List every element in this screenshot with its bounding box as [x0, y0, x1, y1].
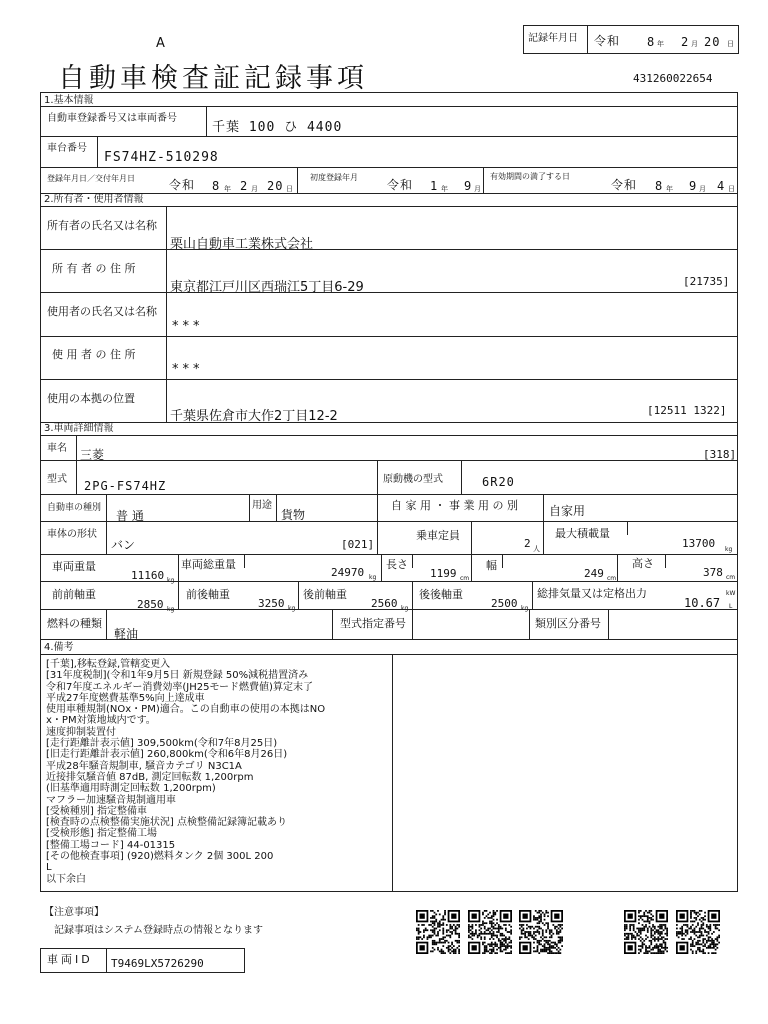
notes-heading: 【注意事項】 [44, 907, 104, 918]
record-date-day: 20 [704, 35, 721, 49]
kind-value: 普 通 [116, 509, 144, 523]
remark-line: 以下余白 [46, 873, 86, 885]
remark-line: [受検形態] 指定整備工場 [46, 828, 157, 840]
length-label: 長さ [386, 558, 408, 571]
chassis-label: 車台番号 [47, 143, 87, 154]
chassis-value: FS74HZ-510298 [104, 150, 219, 165]
rr-axle-label: 後後軸重 [419, 588, 463, 601]
reg-number-value: 千葉 100 ひ 4400 [212, 120, 343, 135]
remark-line: [旧走行距離計表示値] 260,800km(令和6年8月26日) [46, 749, 288, 761]
ff-axle-value: 2850 [137, 598, 164, 611]
fuel-label: 燃料の種類 [47, 617, 102, 630]
model-value: 2PG-FS74HZ [84, 479, 167, 493]
purpose-value: 自家用 [549, 504, 586, 518]
length-value: 1199 [430, 567, 457, 580]
maker-label: 車名 [47, 443, 67, 454]
vehicle-weight-value: 11160 [131, 569, 165, 582]
maker-code: [318] [703, 448, 737, 461]
rf-axle-label: 後前軸重 [303, 588, 347, 601]
remark-line: 使用車種規制(NOx・PM)適合。この自動車の使用の本拠はNO [46, 704, 326, 716]
qr-code [676, 910, 720, 954]
reg-number-label: 自動車登録番号又は車両番号 [47, 113, 177, 124]
purpose-label: 自 家 用 ・ 事 業 用 の 別 [391, 499, 518, 512]
remark-line: [千葉],移転登録,管轄変更入 [46, 659, 171, 670]
section4-heading: 4.備考 [44, 642, 74, 653]
record-date-label: 記録年月日 [528, 33, 578, 44]
first-reg-label: 初度登録年月 [310, 173, 358, 182]
remark-line: 平成28年騒音規制車, 騒音カテゴリ N3C1A [46, 760, 242, 772]
record-date-month: 2 [681, 35, 690, 49]
qr-code [624, 910, 668, 954]
model-label: 型式 [47, 474, 67, 485]
gross-weight-value: 24970 [331, 566, 365, 579]
rf-axle-value: 2560 [371, 597, 398, 610]
remark-line: [検査時の点検整備実施状況] 点検整備記録簿記載あり [46, 817, 287, 829]
remark-line: 令和7年度エネルギー消費効率(JH25モード燃費値)算定末了 [46, 681, 313, 693]
fr-axle-label: 前後軸重 [186, 588, 230, 601]
vehicle-id-label: 車両ID [47, 953, 93, 966]
user-address-value: *** [172, 362, 204, 377]
reg-date-label: 登録年月日／交付年月日 [47, 174, 135, 183]
document-number: 431260022654 [633, 72, 713, 85]
max-load-value: 13700 [682, 537, 716, 550]
usage-value: 貨物 [281, 508, 306, 522]
fr-axle-value: 3250 [258, 597, 285, 610]
height-value: 378 [703, 566, 723, 579]
remarks-list [46, 659, 391, 885]
section1-heading: 1.基本情報 [44, 95, 94, 106]
record-date-year: 8 [647, 35, 656, 49]
header-mark: A [156, 36, 165, 51]
document-title: 自動車検査証記録事項 [58, 63, 368, 94]
vehicle-id-value: T9469LX5726290 [111, 957, 204, 970]
rr-axle-value: 2500 [491, 597, 518, 610]
remark-line: 平成27年度燃費基準5%向上達成車 [46, 692, 205, 704]
remark-line: 近接排気騒音値 87dB, 測定回転数 1,200rpm [46, 771, 254, 783]
remark-line: [整備工場コード] 44-01315 [46, 839, 176, 851]
owner-address-value: 東京都江戸川区西瑞江5丁目6-29 [170, 280, 364, 295]
class-number-label: 類別区分番号 [535, 617, 601, 630]
remark-line: (旧基準適用時測定回転数 1,200rpm) [46, 783, 216, 795]
record-date-era: 令和 [594, 34, 621, 48]
engine-value: 6R20 [482, 475, 515, 489]
section3-heading: 3.車両詳細情報 [44, 423, 114, 434]
displacement-value: 10.67 [684, 596, 721, 610]
remark-line: x・PM対策地域内です。 [46, 715, 156, 727]
maker-value: 三菱 [80, 448, 105, 462]
owner-address-label: 所 有 者 の 住 所 [52, 262, 136, 275]
capacity-label: 乗車定員 [416, 529, 460, 542]
remark-line: [31年度税制](令和1年9月5日 新規登録 50%減税措置済み [46, 670, 309, 682]
user-address-label: 使 用 者 の 住 所 [52, 348, 136, 361]
width-value: 249 [584, 567, 604, 580]
notes-text: 記録事項はシステム登録時点の情報となります [54, 925, 263, 936]
kind-label: 自動車の種別 [47, 503, 102, 513]
usage-label: 用途 [252, 500, 272, 511]
gross-weight-label: 車両総重量 [181, 558, 236, 571]
user-name-label: 使用者の氏名又は名称 [47, 305, 157, 318]
max-load-label: 最大積載量 [555, 527, 610, 540]
shape-code: [021] [341, 538, 375, 551]
remark-line: 速度抑制装置付 [46, 726, 116, 738]
width-label: 幅 [486, 559, 497, 572]
section2-heading: 2.所有者・使用者情報 [44, 194, 144, 205]
remark-line: [その他検査事項] (920)燃料タンク 2個 300L 200 [46, 851, 274, 863]
remark-line: [走行距離計表示値] 309,500km(令和7年8月25日) [46, 738, 278, 750]
owner-name-value: 栗山自動車工業株式会社 [170, 237, 314, 252]
remark-line: L [46, 862, 52, 874]
displacement-label: 総排気量又は定格出力 [537, 587, 647, 600]
base-location-value: 千葉県佐倉市大作2丁目12-2 [170, 409, 338, 424]
remark-line: マフラー加速騒音規制適用車 [46, 794, 176, 806]
remark-line: [受検種別] 指定整備車 [46, 805, 147, 817]
vehicle-weight-label: 車両重量 [52, 560, 96, 573]
height-label: 高さ [632, 557, 654, 570]
expiry-label: 有効期間の満了する日 [490, 172, 570, 181]
capacity-value: 2 [524, 537, 531, 550]
shape-label: 車体の形状 [47, 529, 97, 540]
qr-code [416, 910, 460, 954]
fuel-value: 軽油 [114, 627, 139, 641]
base-location-label: 使用の本拠の位置 [47, 392, 135, 405]
shape-value: バン [111, 538, 136, 552]
qr-code [468, 910, 512, 954]
engine-label: 原動機の型式 [383, 474, 443, 485]
owner-address-code: [21735] [683, 275, 730, 288]
user-name-value: *** [172, 319, 204, 334]
ff-axle-label: 前前軸重 [52, 588, 96, 601]
type-number-label: 型式指定番号 [340, 617, 406, 630]
owner-name-label: 所有者の氏名又は名称 [47, 219, 157, 232]
qr-code [519, 910, 563, 954]
base-location-code: [12511 1322] [647, 404, 727, 417]
